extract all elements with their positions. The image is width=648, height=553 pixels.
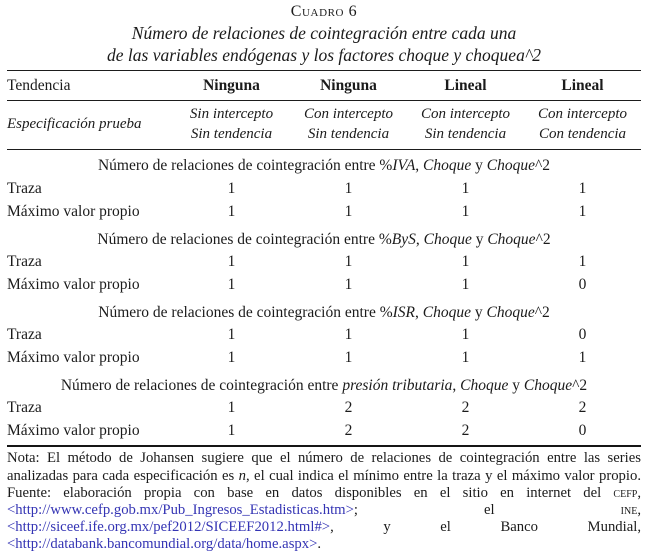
table-row (7, 251, 641, 274)
spec-col4-line2: Con tendencia (538, 125, 627, 142)
trend-header-row (7, 71, 641, 101)
section-title (7, 370, 641, 397)
row-label: Máximo valor propio (7, 349, 140, 367)
table-row (7, 274, 641, 297)
note-link[interactable]: <http://siceef.ife.org.mx/pef2012/SICEEF2012.html#> (7, 519, 331, 536)
value-cell: 1 (578, 253, 587, 271)
text-segment: Choque (486, 303, 535, 321)
spec-header-row (7, 101, 641, 150)
row-label: Máximo valor propio (7, 275, 140, 293)
spec-header-col4 (524, 105, 641, 144)
spec-header-col3 (407, 105, 524, 144)
text-segment: y (470, 303, 487, 321)
text-segment: , (452, 377, 461, 395)
value-cell: 1 (461, 253, 470, 271)
section-title (7, 224, 641, 251)
value-cell: 0 (578, 422, 587, 440)
text-segment: , y el Banco Mundial, (330, 519, 641, 536)
text-segment: ^2 (535, 230, 551, 248)
text-segment: Número de relaciones de cointegración entre (60, 377, 343, 395)
text-segment: Número de relaciones de cointegración entre % (97, 157, 393, 175)
table-row (7, 201, 641, 224)
text-segment: y (508, 377, 524, 395)
value-cell: 2 (461, 422, 470, 440)
bottom-rule (7, 445, 641, 447)
row-label: Traza (7, 399, 42, 417)
footnote (7, 450, 641, 553)
value-cell: 1 (461, 202, 470, 220)
value-cell: 1 (344, 202, 353, 220)
row-label: Traza (7, 326, 42, 344)
text-segment: , (637, 501, 641, 518)
text-segment: ByS (391, 230, 416, 248)
value-cell: 1 (344, 253, 353, 271)
spec-header-label: Especificación prueba (7, 116, 142, 133)
section-title (7, 150, 641, 177)
note-link[interactable]: <http://www.cefp.gob.mx/Pub_Ingresos_Estadisticas.htm> (7, 501, 354, 518)
text-segment: Choque (423, 230, 472, 248)
text-segment: ^2 (572, 377, 588, 395)
text-segment: Choque (422, 303, 471, 321)
value-cell: 1 (227, 275, 236, 293)
value-cell: 1 (344, 275, 353, 293)
value-cell: 2 (344, 399, 353, 417)
trend-header-col3: Lineal (444, 77, 487, 95)
text-segment: ine (620, 501, 638, 518)
value-cell: 2 (578, 399, 587, 417)
text-segment: ISR (392, 303, 416, 321)
row-label: Traza (7, 253, 42, 271)
text-segment: cefp (613, 484, 638, 501)
spec-col1-line2: Sin tendencia (190, 125, 273, 142)
text-segment: n (238, 467, 246, 484)
row-label: Máximo valor propio (7, 422, 140, 440)
text-segment: , (415, 157, 424, 175)
table-row (7, 420, 641, 443)
text-segment: presión tributaria (342, 377, 453, 395)
spec-col3-line2: Sin tendencia (424, 125, 507, 142)
table-row (7, 347, 641, 370)
text-segment: , (415, 230, 424, 248)
text-segment: IVA (392, 157, 416, 175)
text-segment: y (471, 230, 488, 248)
value-cell: 1 (227, 422, 236, 440)
text-segment: y (471, 157, 487, 175)
value-cell: 2 (461, 399, 470, 417)
value-cell: 1 (461, 275, 470, 293)
note-link[interactable]: <http://databank.bancomundial.org/data/home.aspx> (7, 536, 318, 553)
value-cell: 1 (227, 399, 236, 417)
text-segment: . (317, 536, 322, 553)
text-segment: ^2 (534, 303, 550, 321)
row-label: Traza (7, 179, 42, 197)
value-cell: 0 (578, 275, 587, 293)
text-segment: , el cual indica el mínimo entre la traza y el máximo valor propio. Fuente: elaboración propia con base en datos disponibles en el sitio en internet del (7, 467, 641, 501)
spec-col1-line1: Sin intercepto (189, 106, 274, 123)
text-segment: , (637, 484, 641, 501)
value-cell: 1 (578, 202, 587, 220)
text-segment: Choque (486, 157, 535, 175)
value-cell: 1 (344, 326, 353, 344)
trend-header-col2: Ninguna (320, 77, 377, 95)
spec-header-col2 (290, 105, 407, 144)
spec-header-col1 (173, 105, 290, 144)
value-cell: 1 (344, 179, 353, 197)
text-segment: Choque (423, 157, 472, 175)
table-body (7, 150, 641, 443)
table-title-line1: Número de relaciones de cointegración entre cada una (131, 23, 517, 43)
text-segment: ^2 (534, 157, 551, 175)
value-cell: 1 (227, 253, 236, 271)
row-label: Máximo valor propio (7, 202, 140, 220)
table-row (7, 324, 641, 347)
spec-col4-line1: Con intercepto (537, 106, 627, 123)
value-cell: 1 (461, 349, 470, 367)
table-caption: Cuadro 6 (290, 3, 358, 20)
table-row (7, 178, 641, 201)
value-cell: 2 (344, 422, 353, 440)
value-cell: 1 (344, 349, 353, 367)
value-cell: 1 (578, 179, 587, 197)
text-segment: Choque (460, 377, 509, 395)
table-title-line2: de las variables endógenas y los factores choque y choquea^2 (107, 45, 541, 66)
spec-col2-line1: Con intercepto (303, 106, 393, 123)
text-segment: Número de relaciones de cointegración entre % (97, 230, 392, 248)
value-cell: 1 (227, 349, 236, 367)
text-segment: , (415, 303, 423, 321)
spec-col3-line1: Con intercepto (420, 106, 510, 123)
text-segment: Choque (523, 377, 573, 395)
table-row (7, 397, 641, 420)
value-cell: 1 (227, 202, 236, 220)
text-segment: Número de relaciones de cointegración entre % (98, 303, 393, 321)
trend-header-col4: Lineal (561, 77, 604, 95)
value-cell: 1 (461, 326, 470, 344)
trend-header-col1: Ninguna (203, 77, 260, 95)
spec-col2-line2: Sin tendencia (307, 125, 390, 142)
value-cell: 1 (461, 179, 470, 197)
value-cell: 1 (227, 326, 236, 344)
text-segment: Choque (487, 230, 536, 248)
text-segment: Nota: El método de Johansen sugiere que el número de relaciones de cointegración entre las series analizadas para cada especificación es (7, 450, 641, 484)
section-title (7, 297, 641, 324)
text-segment: ; el (353, 501, 621, 518)
value-cell: 0 (578, 326, 587, 344)
trend-header-label: Tendencia (7, 77, 71, 95)
value-cell: 1 (578, 349, 587, 367)
value-cell: 1 (227, 179, 236, 197)
